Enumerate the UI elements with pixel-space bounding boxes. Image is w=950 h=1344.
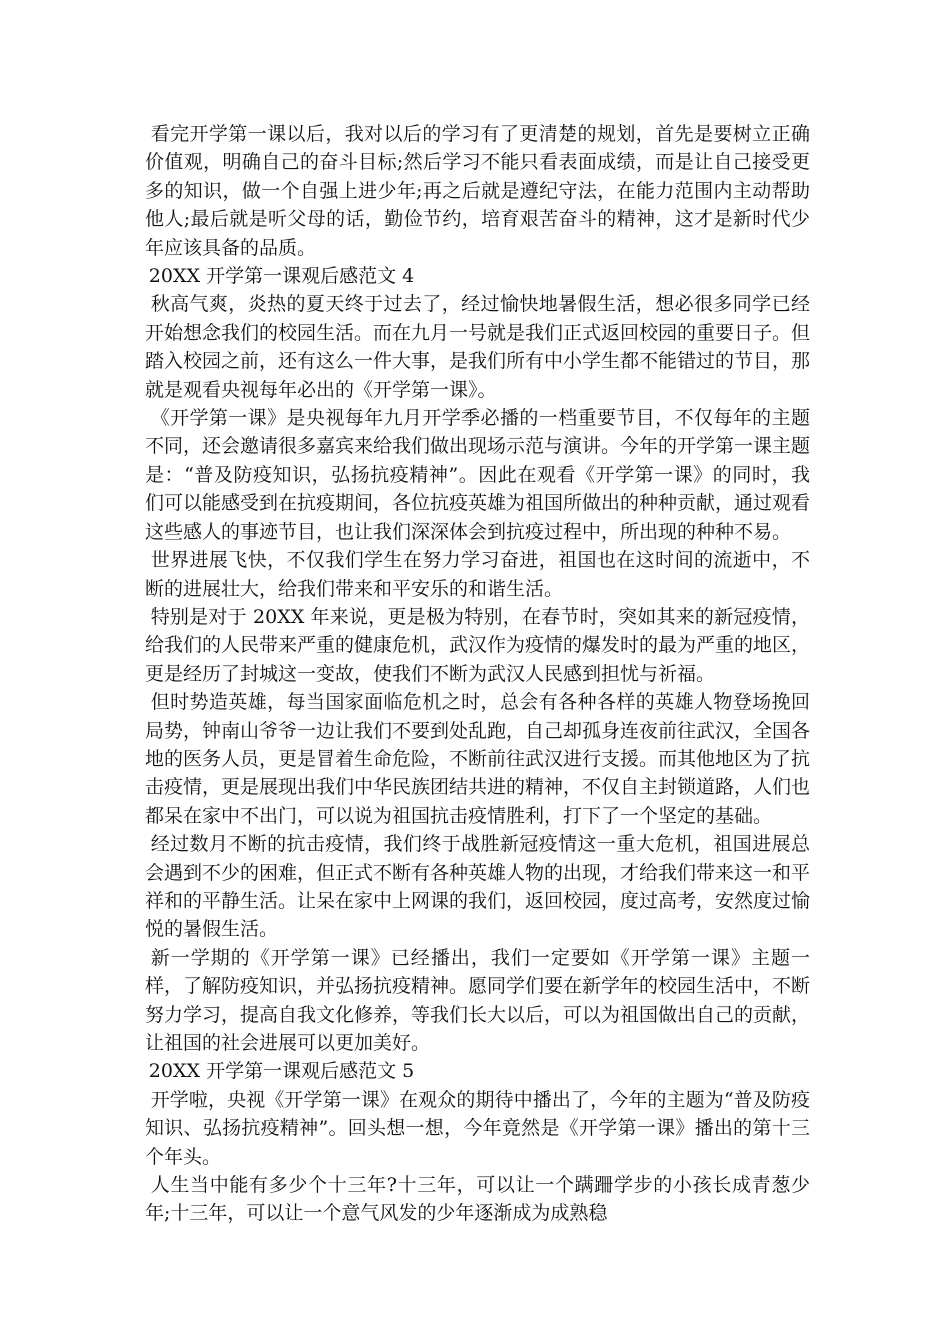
paragraph-program-theme: 《开学第一课》是央视每年九月开学季必播的一档重要节目，不仅每年的主题不同，还会邀请很多嘉宾来给我们做出现场示范与演讲。今年的开学第一课主题是：“普及防疫知识，弘扬抗疫精神”。因此在观看《开学第一课》的同时，我们可以能感受到在抗疫期间，各位抗疫英雄为祖国所做出的种种贡献，通过观看这些感人的事迹节目，也让我们深深体会到抗疫过程中，所出现的种种不易。 bbox=[145, 407, 811, 543]
document-body bbox=[145, 120, 810, 1228]
paragraph-world-progress: 世界进展飞快，不仅我们学生在努力学习奋进，祖国也在这时间的流逝中，不断的进展壮大，给我们带来和平安乐的和谐生活。 bbox=[145, 549, 810, 600]
paragraph-autumn-return: 秋高气爽，炎热的夏天终于过去了，经过愉快地暑假生活，想必很多同学已经开始想念我们的校园生活。而在九月一号就是我们正式返回校园的重要日子。但踏入校园之前，还有这么一件大事，是我们所有中小学生都不能错过的节目，那就是观看央视每年必出的《开学第一课》。 bbox=[145, 293, 811, 401]
paragraph-victory: 经过数月不断的抗击疫情，我们终于战胜新冠疫情这一重大危机，祖国进展总会遇到不少的困难，但正式不断有各种英雄人物的出现，才给我们带来这一和平祥和的平静生活。让呆在家中上网课的我们，返回校园，度过高考，安然度过愉悦的暑假生活。 bbox=[145, 833, 811, 941]
paragraph-reflection-plan: 看完开学第一课以后，我对以后的学习有了更清楚的规划，首先是要树立正确价值观，明确自己的奋斗目标;然后学习不能只看表面成绩，而是让自己接受更多的知识，做一个自强上进少年;再之后就是遵纪守法，在能力范围内主动帮助他人;最后就是听父母的话，勤俭节约，培育艰苦奋斗的精神，这才是新时代少年应该具备的品质。 bbox=[145, 123, 810, 259]
paragraph-epidemic-wuhan: 特别是对于 20XX 年来说，更是极为特别，在春节时，突如其来的新冠疫情，给我们的人民带来严重的健康危机，武汉作为疫情的爆发时的最为严重的地区，更是经历了封城这一变故，使我们不断为武汉人民感到担忧与祈福。 bbox=[145, 605, 811, 685]
section-heading-essay-5: 20XX 开学第一课观后感范文 5 bbox=[148, 1060, 415, 1083]
paragraph-new-semester: 新一学期的《开学第一课》已经播出，我们一定要如《开学第一课》主题一样，了解防疫知识，并弘扬抗疫精神。愿同学们要在新学年的校园生活中，不断努力学习，提高自我文化修养，等我们长大以后，可以为祖国做出自己的贡献，让祖国的社会进展可以更加美好。 bbox=[145, 946, 811, 1054]
paragraph-school-starts: 开学啦，央视《开学第一课》在观众的期待中播出了，今年的主题为“普及防疫知识、弘扬抗疫精神”。回头想一想，今年竟然是《开学第一课》播出的第十三个年头。 bbox=[145, 1088, 810, 1168]
paragraph-heroes: 但时势造英雄，每当国家面临危机之时，总会有各种各样的英雄人物登场挽回局势，钟南山爷爷一边让我们不要到处乱跑，自己却孤身连夜前往武汉，全国各地的医务人员，更是冒着生命危险，不断前往武汉进行支援。而其他地区为了抗击疫情，更是展现出我们中华民族团结共进的精神，不仅自主封锁道路，人们也都呆在家中不出门，可以说为祖国抗击疫情胜利，打下了一个坚定的基础。 bbox=[145, 691, 811, 827]
paragraph-thirteen-years: 人生当中能有多少个十三年?十三年，可以让一个蹒跚学步的小孩长成青葱少年;十三年，可以让一个意气风发的少年逐渐成为成熟稳 bbox=[145, 1174, 810, 1225]
section-heading-essay-4: 20XX 开学第一课观后感范文 4 bbox=[148, 265, 415, 288]
